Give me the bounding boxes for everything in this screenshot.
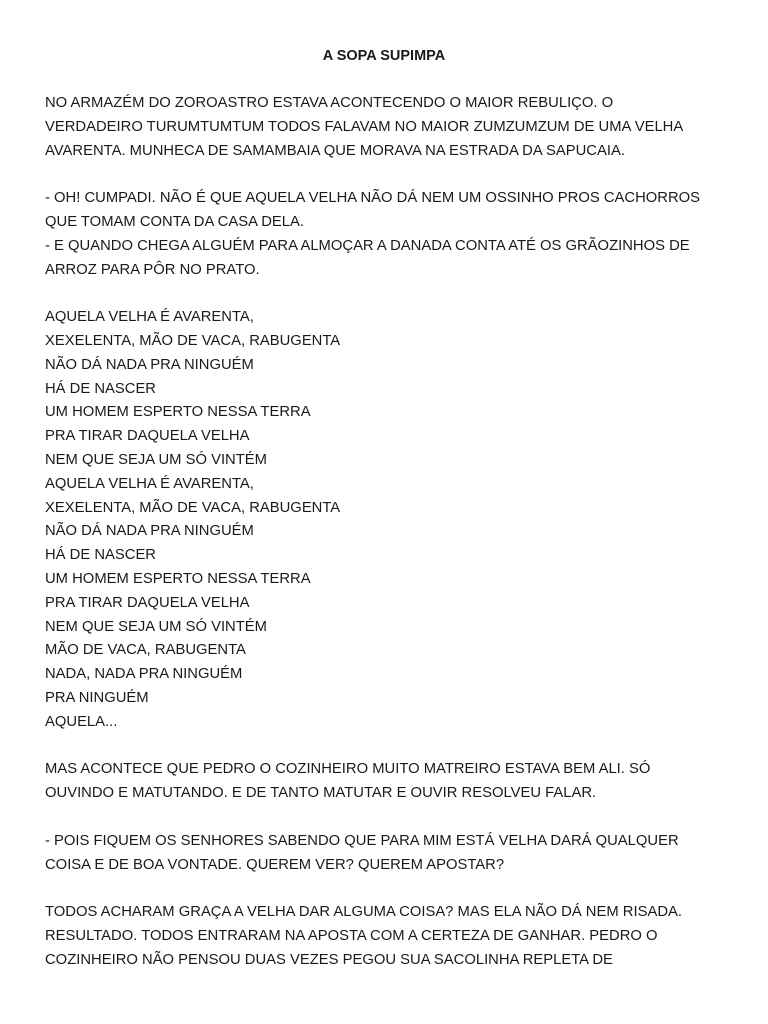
song-line: HÁ DE NASCER bbox=[45, 547, 156, 564]
song-line: UM HOMEM ESPERTO NESSA TERRA bbox=[45, 404, 311, 421]
paragraph-bet bbox=[45, 830, 735, 878]
song-line: AQUELA VELHA É AVARENTA, bbox=[45, 475, 254, 492]
text-line: QUE TOMAM CONTA DA CASA DELA. bbox=[45, 213, 305, 230]
text-line: - E QUANDO CHEGA ALGUÉM PARA ALMOÇAR A DANADA CONTA ATÉ OS GRÃOZINHOS DE bbox=[45, 237, 690, 254]
song-line: XEXELENTA, MÃO DE VACA, RABUGENTA bbox=[45, 499, 341, 516]
song-line: NADA, NADA PRA NINGUÉM bbox=[45, 666, 243, 683]
text-line: MAS ACONTECE QUE PEDRO O COZINHEIRO MUITO MATREIRO ESTAVA BEM ALI. SÓ bbox=[45, 761, 651, 778]
song-line: NEM QUE SEJA UM SÓ VINTÉM bbox=[45, 451, 267, 468]
document-title: A SOPA SUPIMPA bbox=[322, 48, 446, 64]
song-line: XEXELENTA, MÃO DE VACA, RABUGENTA bbox=[45, 332, 341, 349]
song-line: NÃO DÁ NADA PRA NINGUÉM bbox=[45, 356, 254, 373]
text-line: COISA E DE BOA VONTADE. QUEREM VER? QUEREM APOSTAR? bbox=[45, 856, 505, 873]
text-line: TODOS ACHARAM GRAÇA A VELHA DAR ALGUMA COISA? MAS ELA NÃO DÁ NEM RISADA. bbox=[45, 904, 683, 921]
paragraph-result bbox=[45, 901, 735, 972]
song-line: UM HOMEM ESPERTO NESSA TERRA bbox=[45, 570, 311, 587]
song-line: AQUELA VELHA É AVARENTA, bbox=[45, 309, 254, 326]
paragraph-song bbox=[45, 306, 735, 734]
text-line: - POIS FIQUEM OS SENHORES SABENDO QUE PARA MIM ESTÁ VELHA DARÁ QUALQUER bbox=[45, 832, 679, 849]
song-line: NEM QUE SEJA UM SÓ VINTÉM bbox=[45, 618, 267, 635]
text-line: COZINHEIRO NÃO PENSOU DUAS VEZES PEGOU SUA SACOLINHA REPLETA DE bbox=[45, 951, 613, 968]
text-line: - OH! CUMPADI. NÃO É QUE AQUELA VELHA NÃO DÁ NEM UM OSSINHO PROS CACHORROS bbox=[45, 190, 701, 207]
text-line: AVARENTA. MUNHECA DE SAMAMBAIA QUE MORAVA NA ESTRADA DA SAPUCAIA. bbox=[45, 142, 625, 159]
song-line: AQUELA... bbox=[45, 713, 118, 730]
song-line: NÃO DÁ NADA PRA NINGUÉM bbox=[45, 523, 254, 540]
paragraph-pedro bbox=[45, 758, 735, 806]
song-line: PRA TIRAR DAQUELA VELHA bbox=[45, 594, 250, 611]
document-body bbox=[45, 92, 735, 996]
text-line: ARROZ PARA PÔR NO PRATO. bbox=[45, 261, 260, 278]
song-line: HÁ DE NASCER bbox=[45, 380, 156, 397]
text-line: OUVINDO E MATUTANDO. E DE TANTO MATUTAR E OUVIR RESOLVEU FALAR. bbox=[45, 785, 597, 802]
song-line: PRA NINGUÉM bbox=[45, 689, 149, 706]
text-line: VERDADEIRO TURUMTUMTUM TODOS FALAVAM NO MAIOR ZUMZUMZUM DE UMA VELHA bbox=[45, 118, 684, 135]
paragraph-intro bbox=[45, 92, 735, 163]
text-line: NO ARMAZÉM DO ZOROASTRO ESTAVA ACONTECENDO O MAIOR REBULIÇO. O bbox=[45, 95, 614, 111]
text-line: RESULTADO. TODOS ENTRARAM NA APOSTA COM A CERTEZA DE GANHAR. PEDRO O bbox=[45, 927, 658, 944]
song-line: MÃO DE VACA, RABUGENTA bbox=[45, 642, 246, 659]
song-line: PRA TIRAR DAQUELA VELHA bbox=[45, 428, 250, 445]
paragraph-dialogue bbox=[45, 187, 735, 282]
